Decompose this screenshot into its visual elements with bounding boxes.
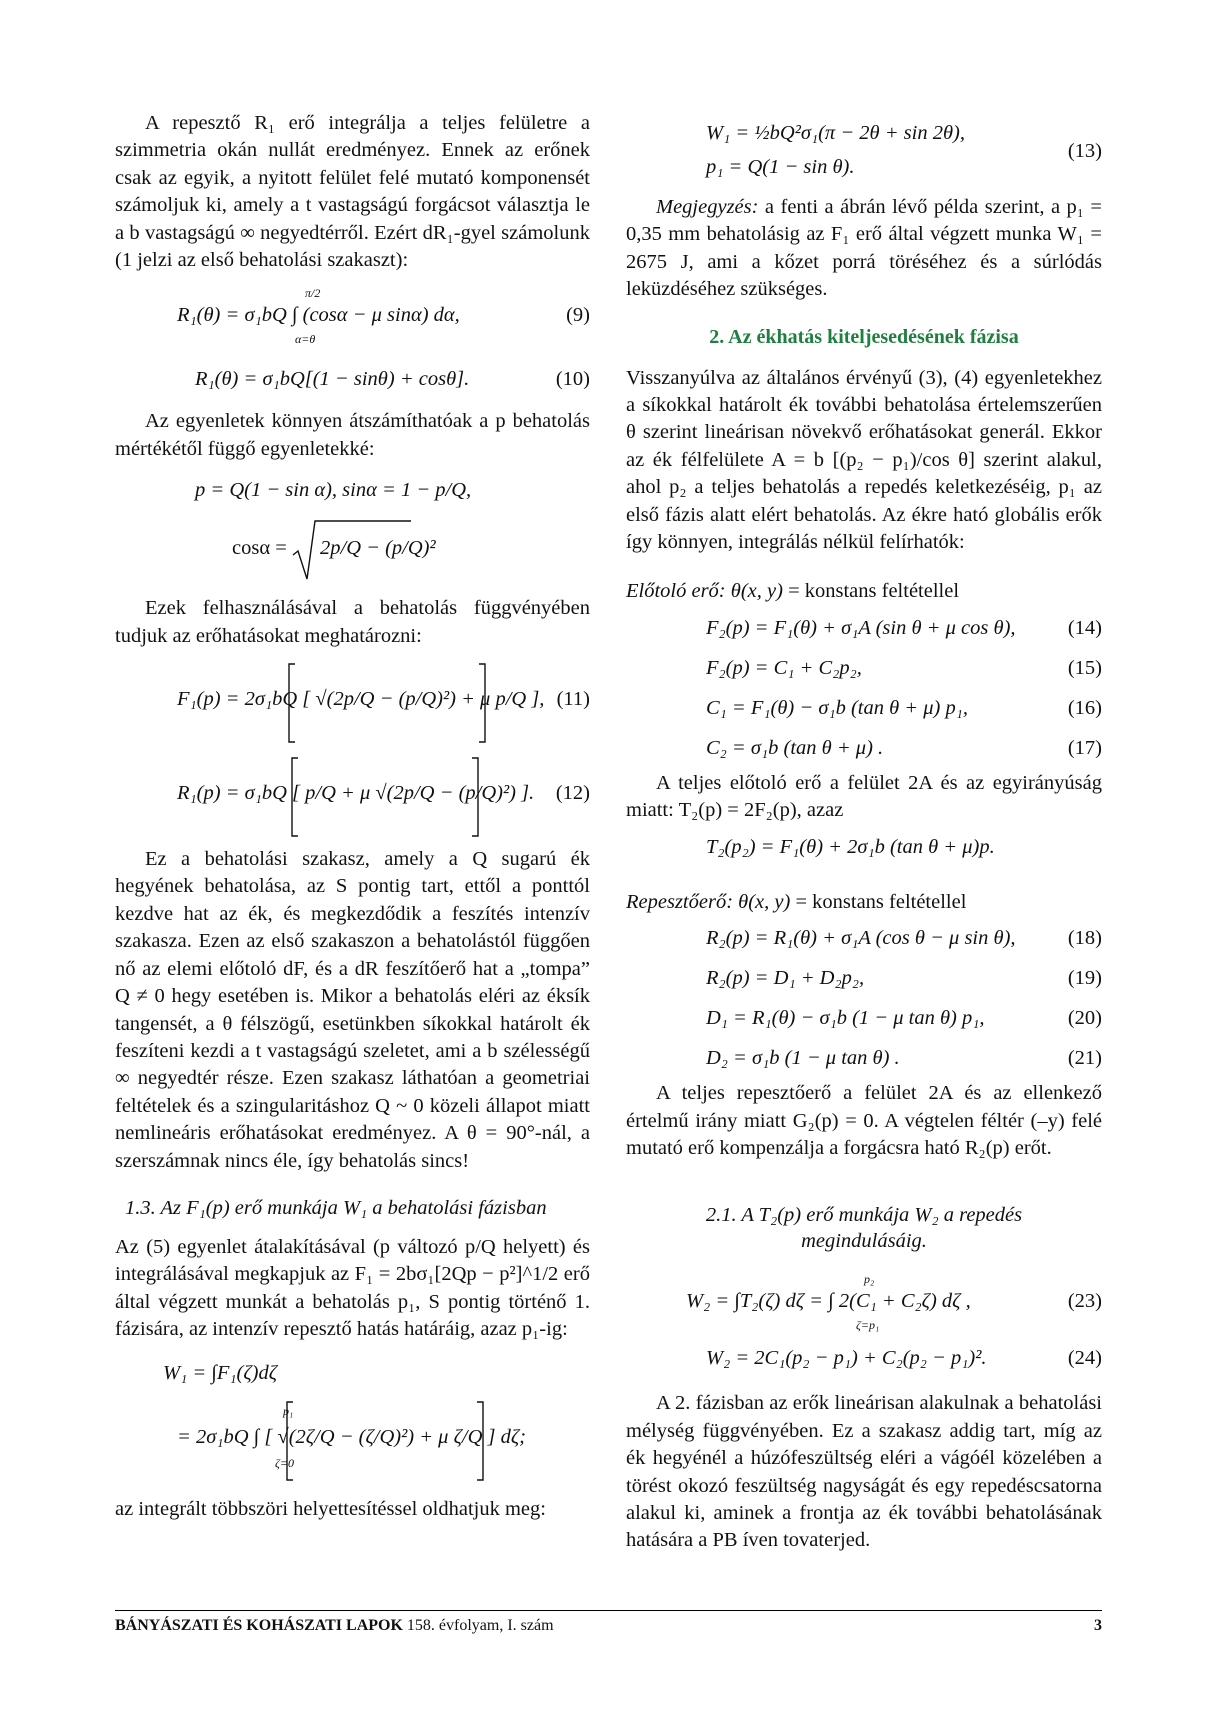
equation-text: R₂(p) = R₁(θ) + σ₁A (cos θ − μ sin θ), [706,927,1016,950]
note-label: Megjegyzés: [656,196,759,218]
equation-21 [626,1038,1102,1078]
paragraph: Az egyenletek könnyen átszámíthatóak a p behatolás mértékétől függő egyenletekké: [115,410,590,460]
equation-16 [626,688,1102,728]
equation-cos [115,513,590,585]
paragraph: Visszanyúlva az általános érvényű (3), (4) egyenletekhez a síkokkal határolt ék további behatolása értelemszerűen θ szerint lineárisan növekvő erőhatásokat generál. Ekkor az ék félfelülete A = b [(p₂ − p₁)/cos θ] szerint alakul, ahol p₂ a teljes behatolás a repedés keletkezéséig, p₁ az első fázis alatt elért behatolás. Az ékre ható globális erők így könnyen, integrálás nélkül felírhatók: [626,366,1102,554]
equation-w1a [115,1350,590,1394]
equation-number: (23) [1067,1290,1102,1313]
integral-lower-limit: α=θ [295,332,316,347]
equation-number: (11) [556,688,590,711]
equation-text: = 2σ₁bQ ∫ [ √(2ζ/Q − (ζ/Q)²) + μ ζ/Q ] dζ; [177,1425,527,1448]
force-label: Repesztőerő: θ(x, y) [626,890,791,913]
equation-18 [626,918,1102,958]
equation-23 [626,1268,1102,1334]
equation-text: p = Q(1 − sin α), sinα = 1 − p/Q, [195,479,472,502]
equation-text: R₁(θ) = σ₁bQ ∫ (cosα − μ sinα) dα, [177,304,460,327]
equation-w1b [115,1394,590,1486]
page-footer [115,1610,1102,1635]
equation-t2 [626,827,1102,867]
equation-text: W₂ = 2C₁(p₂ − p₁) + C₂(p₂ − p₁)². [706,1347,987,1370]
equation-11 [115,656,590,750]
paragraph: Az (5) egyenlet átalakításával (p változó p/Q helyett) és integrálásával megkapjuk az F₁ = 2bσ₁[2Qp − p²]^1/2 erő által végzett munkát a behatolás p₁, S pontig történő 1. fázisára, az intenzív repesztő hatás határáig, azaz p₁-ig: [115,1235,590,1341]
equation-20 [626,998,1102,1038]
equation-number: (9) [566,304,590,327]
equation-text: D₂ = σ₁b (1 − μ tan θ) . [706,1047,900,1070]
equation-number: (20) [1067,1007,1102,1030]
force-heading [626,889,1102,916]
force-condition: = konstans feltétellel [790,890,967,913]
equation-number: (17) [1067,736,1102,759]
equation-text: F₁(p) = 2σ₁bQ [ √(2p/Q − (p/Q)²) + μ p/Q ], [177,688,545,711]
equation-number: (24) [1067,1347,1102,1370]
paragraph: Ez a behatolási szakasz, amely a Q sugarú ék hegyének behatolása, az S pontig tart, ettől a ponttól kezdve hat az ék, és megkezdődik a feszítés intenzív szakasza. Ezen az első szakaszon a behatolástól függően nő az elemi előtoló dF, és a dR feszítőerő hat a „tompa” Q ≠ 0 hegy esetében is. Mikor a behatolás eléri az éksík tangensét, a θ félszögű, esetünkben síkokkal határolt ék feszíteni kezdi a t vastagságú szeletet, ami a b szélességű ∞ negyedtér része. Ezen szakasz láthatóan a geometriai feltételek és a szingularitáshoz Q ~ 0 közeli állapot miatt nemlineáris erőhatásokat eredményez. A θ = 90°-nál, a szerszámnak nincs éle, így behatolás sincs! [115,848,590,1172]
equation-14 [626,608,1102,648]
right-column [626,120,1102,1555]
equation-9 [115,282,590,348]
paragraph: A 2. fázisban az erők lineárisan alakulnak a behatolási mélység függvényében. Ez a szakasz addig tart, míg az ék hegyénél a húzófeszültség eléri a vágóél közelében a törést okozó feszültség nagyságát és egy repedéscsatorna alakul ki, aminek a frontja az ék további behatolásának hatására a PB íven tovaterjed. [626,1392,1102,1552]
paragraph: A teljes előtoló erő a felület 2A és az egyirányúság miatt: T₂(p) = 2F₂(p), azaz [626,771,1102,822]
equation-p [115,469,590,513]
equation-number: (21) [1067,1047,1102,1070]
equation-text: R₁(θ) = σ₁bQ[(1 − sinθ) + cosθ]. [195,368,470,391]
left-column [115,110,590,1523]
equation-text: T₂(p₂) = F₁(θ) + 2σ₁b (tan θ + μ)p. [706,835,995,858]
equation-number: (18) [1067,927,1102,950]
equation-number: (14) [1067,616,1102,639]
page-number: 3 [1094,1617,1102,1634]
note-paragraph [626,194,1102,304]
equation-number: (15) [1067,656,1102,679]
integral-upper-limit: π/2 [305,286,321,301]
paragraph: A teljes repesztőerő a felület 2A és az ellenkező értelmű irány miatt G₂(p) = 0. A végtelen féltér (–y) felé mutató erő kompenzálja a forgácsra ható R₂(p) erőt. [626,1082,1102,1159]
equation-24 [626,1338,1102,1378]
journal-issue: 158. évfolyam, I. szám [402,1617,554,1634]
equation-15 [626,648,1102,688]
journal-name: BÁNYÁSZATI ÉS KOHÁSZATI LAPOK [115,1617,403,1634]
equation-number: (16) [1067,696,1102,719]
equation-lhs: cosα = [232,537,287,560]
integral-upper-limit: p₂ [864,1272,875,1287]
paragraph: A repesztő R₁ erő integrálja a teljes felületre a szimmetria okán nullát eredményez. Ennek az erőnek csak az egyik, a nyitott felület felé mutató komponensét számoljuk ki, amely a t vastagságú forgácsot választja le a b vastagságú ∞ negyedtérről. Ezért dR₁-gyel számolunk (1 jelzi az első behatolási szakaszt): [115,112,590,272]
equation-number: (10) [555,368,590,391]
equation-10 [115,354,590,404]
integral-lower-limit: ζ=p₁ [856,1318,880,1333]
subsection-heading: 1.3. Az F₁(p) erő munkája W₁ a behatolási fázisban [125,1196,547,1219]
force-heading [626,578,1102,605]
paragraph: az integrált többszöri helyettesítéssel oldhatjuk meg: [115,1497,546,1520]
equation-text: W₂ = ∫T₂(ζ) dζ = ∫ 2(C₁ + C₂ζ) dζ , [686,1290,971,1313]
equation-line: W₁ = ½bQ²σ₁(π − 2θ + sin 2θ), [706,122,966,144]
equation-number: (13) [1067,140,1102,162]
note-text: a fenti a ábrán lévő példa szerint, a p₁ = 0,35 mm behatolásig az F₁ erő által végzett munka W₁ = 2675 J, ami a kőzet porrá töréséhez és a súrlódás leküzdéséhez szükséges. [626,196,1102,301]
equation-number: (12) [555,782,590,805]
equation-12 [115,750,590,844]
equation-text: R₂(p) = D₁ + D₂p₂, [706,967,865,990]
equation-text: C₁ = F₁(θ) − σ₁b (tan θ + μ) p₁, [706,696,968,719]
force-condition: = konstans feltétellel [782,580,960,603]
equation-text: W₁ = ∫F₁(ζ)dζ [163,1361,278,1384]
equation-number: (19) [1067,967,1102,990]
equation-text: C₂ = σ₁b (tan θ + μ) . [706,736,884,759]
equation-17 [626,728,1102,768]
equation-text: F₂(p) = F₁(θ) + σ₁A (sin θ + μ cos θ), [706,616,1016,639]
radicand: 2p/Q − (p/Q)² [320,537,436,560]
section-heading: 2. Az ékhatás kiteljesedésének fázisa [709,325,1019,348]
equation-line: p₁ = Q(1 − sin θ). [706,156,855,178]
equation-text: F₂(p) = C₁ + C₂p₂, [706,656,862,679]
equation-text: D₁ = R₁(θ) − σ₁b (1 − μ tan θ) p₁, [706,1007,985,1030]
force-label: Előtoló erő: θ(x, y) [626,580,783,603]
equation-text: R₁(p) = σ₁bQ [ p/Q + μ √(2p/Q − (p/Q)²) ]. [177,782,535,805]
equation-19 [626,958,1102,998]
paragraph: Ezek felhasználásával a behatolás függvényében tudjuk az erőhatásokat meghatározni: [115,597,590,647]
equation-13 [626,120,1102,186]
integral-lower-limit: ζ=0 [275,1455,294,1470]
integral-upper-limit: p₁ [283,1403,294,1418]
subsection-heading: 2.1. A T₂(p) erő munkája W₂ a repedés megindulásáig. [705,1204,1023,1253]
